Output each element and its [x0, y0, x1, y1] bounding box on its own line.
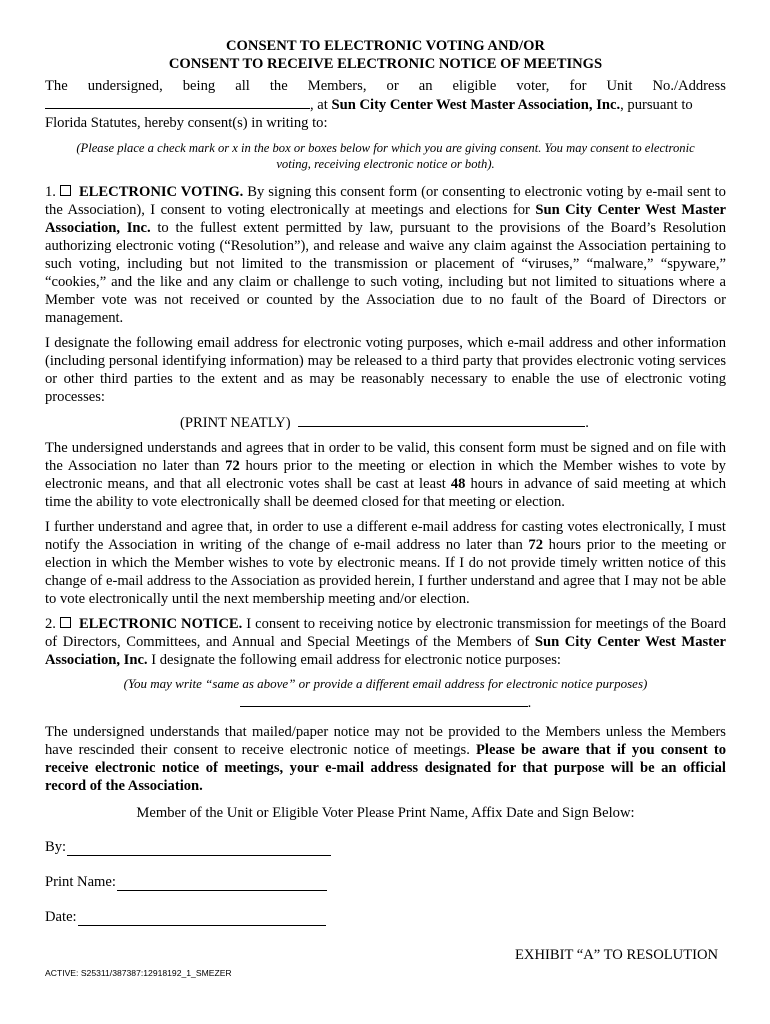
unit-address-field[interactable]	[45, 95, 310, 109]
section-1-text: By signing this consent form (or consenting to electronic voting by e-mail sent to the Association), I consent to voting electronically at meetings and elections for	[45, 184, 726, 218]
electronic-notice-checkbox[interactable]	[60, 617, 71, 628]
intro-line-1	[45, 77, 726, 95]
consent-form	[45, 38, 726, 926]
section-electronic-notice	[45, 615, 726, 669]
intro-word: Members,	[307, 78, 367, 94]
hours-48: 48	[450, 476, 466, 492]
official-record-warning: Please be aware that if you consent to receive electronic notice of meetings, your e-mail address designated for that purpose will be an official record of the Association.	[45, 742, 726, 794]
title-line-2: CONSENT TO RECEIVE ELECTRONIC NOTICE OF MEETINGS	[168, 55, 603, 72]
section-1-text: to the fullest extent permitted by law, pursuant to the provisions of the Board’s Resolution authorizing electronic voting (“Resolution”), and release and waive any claim against the Association pertaining to such voting, including but not limited to the transmission or placement of “viruses,” “malware,” “spyware,” “cookies,” and the like and any claim or challenge to such voting, including but not limited to situations where a Member vote was not received or counted by the Association due to no fault of the Board of Directors or management.	[45, 220, 726, 326]
notice-email-note: (You may write “same as above” or provide a different email address for electronic notice purposes)	[123, 676, 648, 691]
notice-email-field[interactable]	[240, 693, 528, 707]
association-name: Sun City Center West Master Association, Inc.	[45, 202, 726, 236]
association-name: Sun City Center West Master Association, Inc.	[45, 634, 726, 668]
intro-word: all	[235, 78, 250, 94]
intro-word: the	[269, 78, 288, 94]
electronic-voting-checkbox[interactable]	[60, 185, 71, 196]
intro-word: Unit	[606, 78, 633, 94]
hours-72: 72	[225, 458, 240, 474]
date-row	[45, 908, 726, 926]
section-1-number: 1.	[45, 184, 56, 200]
print-name-field[interactable]	[117, 877, 327, 891]
print-name-row	[45, 873, 726, 891]
hours-72: 72	[528, 537, 544, 553]
notice-email-row	[45, 693, 726, 712]
date-field[interactable]	[78, 912, 326, 926]
intro-word: eligible	[452, 78, 497, 94]
validity-terms	[45, 439, 726, 511]
period: .	[585, 415, 589, 431]
sign-instruction: Member of the Unit or Eligible Voter Please Print Name, Affix Date and Sign Below:	[136, 805, 635, 821]
period: .	[527, 695, 532, 711]
voting-email-designation: I designate the following email address for electronic voting purposes, which e-mail address and other information (including personal identifying information) may be released to a third party that provides electronic voting services or other third parties to the extent and as may be reasonably necessary to enable the use of electronic voting processes:	[45, 335, 726, 405]
intro-pursuant-text: , pursuant to	[620, 97, 693, 113]
signature-field[interactable]	[67, 842, 331, 856]
validity-text: hours in advance of said meeting at which time the ability to vote electronically shall be deemed closed for that meeting or election.	[45, 476, 726, 510]
exhibit-label: EXHIBIT “A” TO RESOLUTION	[515, 947, 719, 963]
email-change-text: I further understand and agree that, in order to use a different e-mail address for casting votes electronically, I must notify the Association in writing of the change of e-mail address no later than	[45, 519, 726, 553]
instructions-note: (Please place a check mark or x in the box or boxes below for which you are giving consent. You may consent to electronic voting, receiving electronic notice or both).	[76, 141, 695, 171]
section-electronic-voting	[45, 183, 726, 327]
section-1-heading: ELECTRONIC VOTING.	[78, 184, 244, 200]
intro-word: No./Address	[652, 78, 726, 94]
date-label: Date:	[45, 909, 77, 925]
title-line-1: CONSENT TO ELECTRONIC VOTING AND/OR	[226, 38, 545, 54]
print-neatly-row	[45, 413, 726, 432]
print-neatly-label: (PRINT NEATLY)	[180, 415, 291, 431]
by-label: By:	[45, 839, 67, 855]
intro-line-2	[45, 95, 726, 114]
intro-word: undersigned,	[87, 78, 163, 94]
mailed-notice-terms	[45, 723, 726, 795]
section-2-text: I designate the following email address for electronic notice purposes:	[147, 652, 561, 668]
section-2-text: I consent to receiving notice by electronic transmission for meetings of the Board of Directors, Committees, and Annual and Special Meetings of the Members of	[45, 616, 726, 650]
section-2-heading: ELECTRONIC NOTICE.	[78, 616, 243, 632]
intro-word: voter,	[516, 78, 550, 94]
intro-word: The	[45, 78, 68, 94]
print-name-label: Print Name:	[45, 874, 116, 890]
by-row	[45, 838, 726, 856]
intro-word: being	[182, 78, 216, 94]
intro-at-text: , at	[310, 97, 332, 113]
association-name: Sun City Center West Master Association, Inc.	[331, 97, 621, 113]
intro-line-3: Florida Statutes, hereby consent(s) in writing to:	[45, 115, 328, 131]
email-change-terms	[45, 518, 726, 608]
intro-word: or	[386, 78, 399, 94]
document-id-footer: ACTIVE: S25311/387387:12918192_1_SMEZER	[45, 968, 232, 978]
email-change-text: hours prior to the meeting or election in which the Member wishes to vote by electronic means. If I do not provide timely written notice of this change of e-mail address to the Association as provided herein, I further understand and agree that I may not be able to vote electronically until the next membership meeting and/or election.	[45, 537, 726, 607]
validity-text: The undersigned understands and agrees that in order to be valid, this consent form must be signed and on file with the Association no later than	[45, 440, 726, 474]
intro-word: an	[418, 78, 433, 94]
voting-email-field[interactable]	[298, 413, 585, 427]
section-2-number: 2.	[45, 616, 56, 632]
validity-text: hours prior to the meeting or election in which the Member wishes to vote by electronic means, and that all electronic votes shall be cast at least	[45, 458, 726, 492]
form-title	[45, 38, 726, 73]
intro-word: for	[569, 78, 587, 94]
mailed-notice-text: The undersigned understands that mailed/paper notice may not be provided to the Members unless the Members have rescinded their consent to receive electronic notice of meetings.	[45, 724, 726, 758]
